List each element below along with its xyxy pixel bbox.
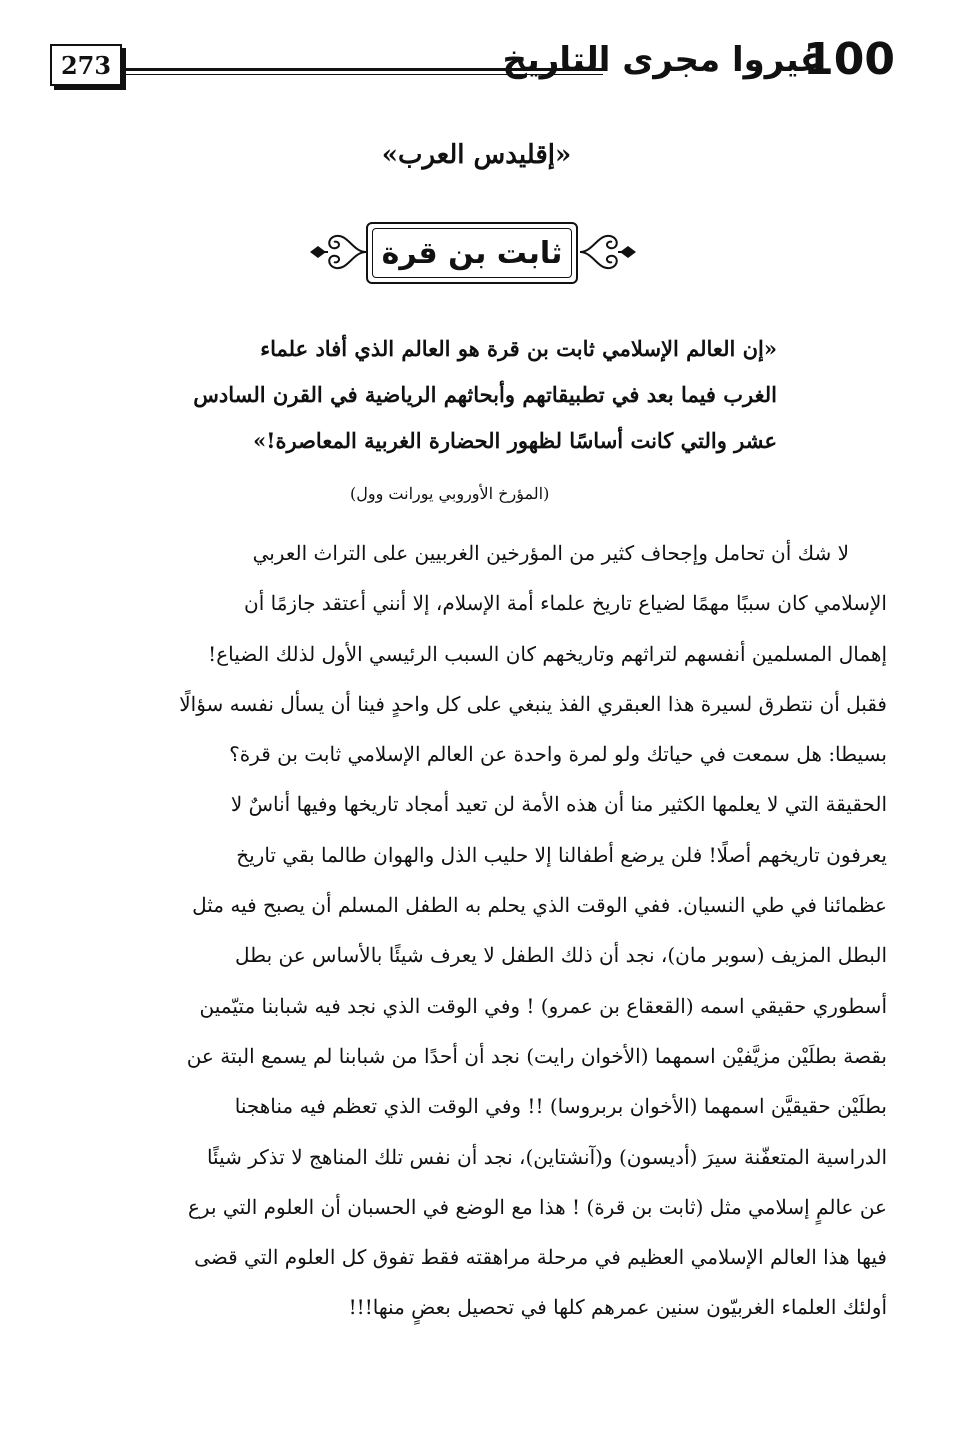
body-line: عن عالمٍ إسلامي مثل (ثابت بن قرة) ! هذا مع الوضع في الحسبان أن العلوم التي برع	[188, 1194, 887, 1219]
body-line: بقصة بطلَيْن مزيَّفيْن اسمهما (الأخوان رايت) نجد أن أحدًا من شبابنا لم يسمع البتة عن	[186, 1043, 887, 1068]
body-line: الإسلامي كان سببًا مهمًا لضياع تاريخ علماء أمة الإسلام، إلا أنني أعتقد جازمًا أن	[244, 591, 887, 616]
body-line: يعرفون تاريخهم أصلًا! فلن يرضع أطفالنا إلا حليب الذل والهوان طالما بقي تاريخ	[236, 842, 887, 867]
chapter-title-frame	[308, 218, 638, 288]
page-number: 273	[50, 44, 122, 86]
body-line: أسطوري حقيقي اسمه (القعقاع بن عمرو) ! وفي الوقت الذي نجد فيه شبابنا متيّمين	[199, 993, 887, 1018]
body-line: عظمائنا في طي النسيان. ففي الوقت الذي يحلم به الطفل المسلم أن يصبح فيه مثل	[192, 893, 887, 918]
chapter-subtitle: «إقليدس العرب»	[381, 140, 572, 170]
opening-quote	[0, 326, 953, 464]
body-line: إهمال المسلمين أنفسهم لتراثهم وتاريخهم كان السبب الرئيسي الأول لذلك الضياع!	[208, 641, 887, 666]
quote-source: (المؤرخ الأوروبي يورانت وول)	[350, 484, 550, 503]
body-line: الحقيقة التي لا يعلمها الكثير منا أن هذه الأمة لن تعيد أمجاد تاريخها وفيها أناسٌ لا	[230, 792, 887, 817]
book-title: غيروا مجرى التاريخ	[502, 40, 823, 80]
body-line: فقبل أن نتطرق لسيرة هذا العبقري الفذ ينبغي على كل واحدٍ فينا أن يسأل نفسه سؤالًا	[179, 691, 887, 716]
quote-line: عشر والتي كانت أساسًا لظهور الحضارة الغربية المعاصرة!»	[253, 428, 777, 453]
quote-line: «إن العالم الإسلامي ثابت بن قرة هو العالم الذي أفاد علماء	[260, 336, 777, 361]
body-line: البطل المزيف (سوبر مان)، نجد أن ذلك الطفل لا يعرف شيئًا بالأساس عن بطل	[235, 943, 887, 968]
body-line: بسيطا: هل سمعت في حياتك ولو لمرة واحدة عن العالم الإسلامي ثابت بن قرة؟	[229, 742, 887, 767]
body-line: فيها هذا العالم الإسلامي العظيم في مرحلة مراهقته فقط تفوق كل العلوم التي قضى	[194, 1245, 887, 1270]
chapter-title-box	[366, 222, 578, 284]
body-text	[0, 528, 953, 1333]
body-line: لا شك أن تحامل وإجحاف كثير من المؤرخين الغربيين على التراث العربي	[252, 541, 849, 565]
quote-line: الغرب فيما بعد في تطبيقاتهم وأبحاثهم الرياضية في القرن السادس	[193, 382, 777, 407]
body-line: أولئك العلماء الغربيّون سنين عمرهم كلها في تحصيل بعضٍ منها!!!	[348, 1295, 887, 1320]
book-number: 100	[803, 34, 895, 85]
left-ornament-icon	[308, 222, 368, 282]
page-header	[50, 34, 895, 96]
chapter-title: ثابت بن قرة	[381, 235, 563, 271]
body-line: الدراسية المتعفّنة سيرَ (أديسون) و(آنشتاين)، نجد أن نفس تلك المناهج لا تذكر شيئًا	[206, 1144, 887, 1169]
body-line: بطلَيْن حقيقيَّن اسمهما (الأخوان بربروسا) !! وفي الوقت الذي تعظم فيه مناهجنا	[234, 1094, 887, 1119]
right-ornament-icon	[578, 222, 638, 282]
